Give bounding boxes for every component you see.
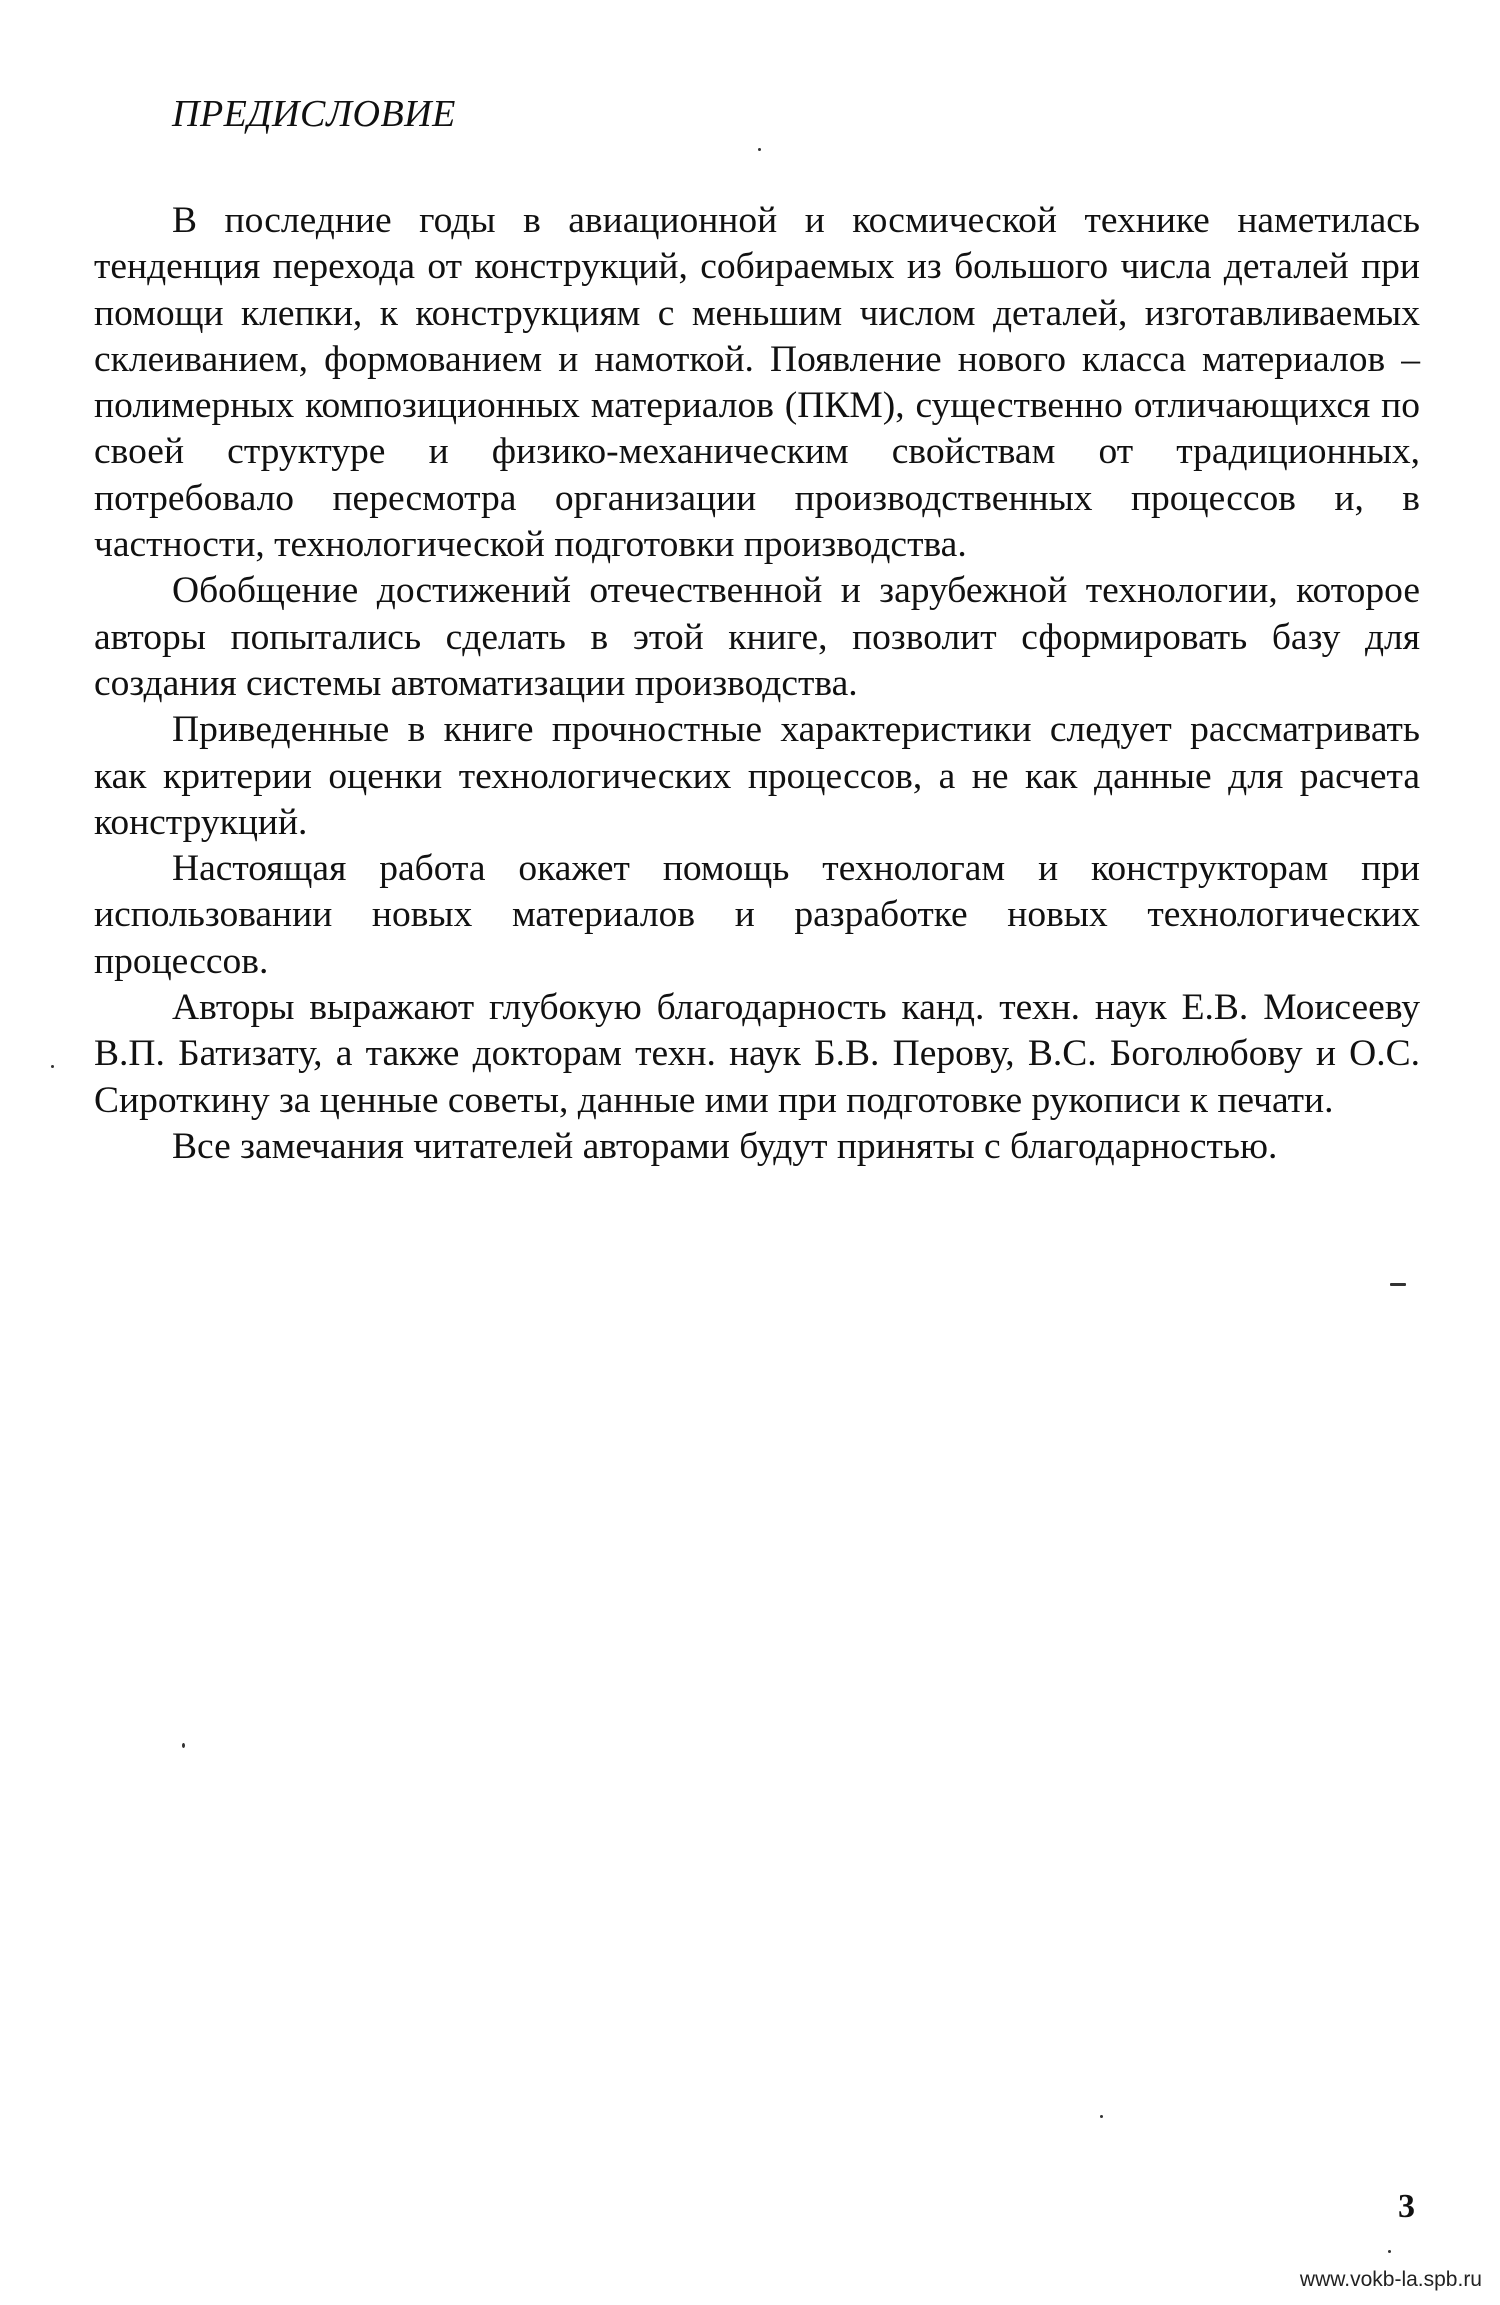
page-number: 3 (1398, 2188, 1415, 2225)
paragraph: В последние годы в авиационной и космической технике наметилась тенденция перехода от конструкций, собираемых из большого числа деталей при помощи клепки, к конструкциям с меньшим числом деталей, изготавливаемых склеиванием, формованием и намоткой. Появление нового класса материалов – полимерных композиционных материалов (ПКМ), существенно отличающихся по своей структуре и физико-механическим свойствам от традиционных, потребовало пересмотра организации производственных процессов и, в частности, технологической подготовки производства. (94, 200, 1420, 566)
scan-speck (51, 1065, 54, 1068)
scan-speck (1100, 2115, 1103, 2118)
paragraph: Приведенные в книге прочностные характеристики следует рассматривать как критерии оценки технологических процессов, а не как данные для расчета конструкций. (94, 709, 1420, 843)
scan-speck (758, 148, 761, 151)
preface-body (94, 198, 1420, 1170)
source-watermark: www.vokb-la.spb.ru (1299, 2268, 1482, 2291)
page-heading: ПРЕДИСЛОВИЕ (172, 93, 456, 135)
paragraph: Авторы выражают глубокую благодарность канд. техн. наук Е.В. Моисееву В.П. Батизату, а также докторам техн. наук Б.В. Перову, В.С. Боголюбову и О.С. Сироткину за ценные советы, данные ими при подготовке рукописи к печати. (94, 987, 1420, 1121)
scan-speck (182, 1743, 185, 1748)
scan-speck (1390, 1283, 1406, 1286)
paragraph: Обобщение достижений отечественной и зарубежной технологии, которое авторы попытались сделать в этой книге, позволит сформировать базу для создания системы автоматизации производства. (94, 570, 1420, 704)
scan-speck (1388, 2250, 1391, 2253)
paragraph: Все замечания читателей авторами будут приняты с благодарностью. (172, 1125, 1278, 1167)
paragraph: Настоящая работа окажет помощь технологам и конструкторам при использовании новых материалов и разработке новых технологических процессов. (94, 848, 1420, 982)
